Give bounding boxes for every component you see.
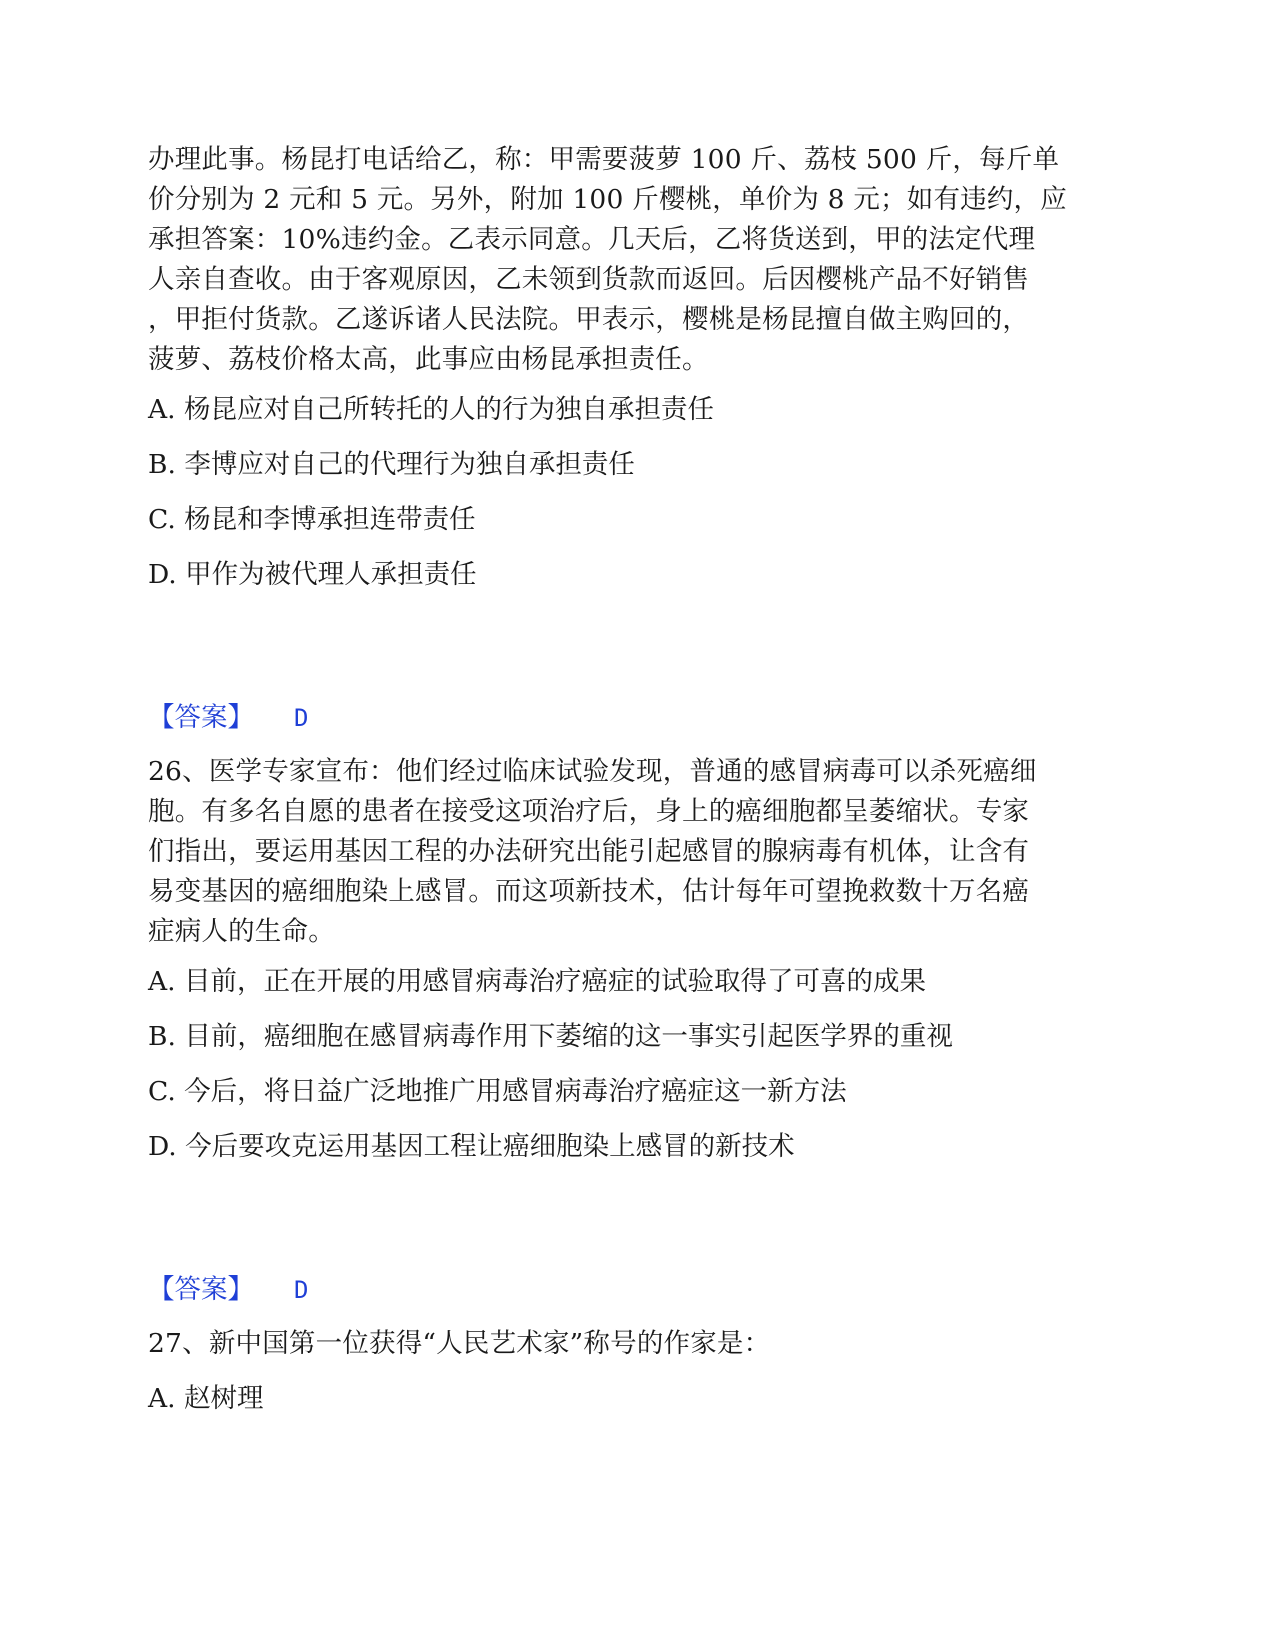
question-stem: [148, 752, 1123, 952]
stem-line: 价分别为 2 元和 5 元。另外，附加 100 斤樱桃，单价为 8 元；如有违约，应: [148, 184, 1067, 215]
option-b: B. 李博应对自己的代理行为独自承担责任: [148, 449, 635, 480]
question-25: [148, 140, 1123, 380]
option-a: A. 杨昆应对自己所转托的人的行为独自承担责任: [148, 394, 714, 425]
option-d: D. 甲作为被代理人承担责任: [148, 559, 477, 590]
stem-line: 人亲自查收。由于客观原因，乙未领到货款而返回。后因樱桃产品不好销售: [148, 264, 1030, 295]
stem-line: 办理此事。杨昆打电话给乙，称：甲需要菠萝 100 斤、荔枝 500 斤，每斤单: [148, 144, 1060, 175]
answer-line: [148, 698, 308, 738]
answer-line: [148, 1270, 308, 1310]
stem-line: 菠萝、荔枝价格太高，此事应由杨昆承担责任。: [148, 344, 709, 375]
answer-value: D: [294, 704, 309, 732]
option-d: D. 今后要攻克运用基因工程让癌细胞染上感冒的新技术: [148, 1131, 795, 1162]
option-c: C. 今后，将日益广泛地推广用感冒病毒治疗癌症这一新方法: [148, 1076, 847, 1107]
option-c: C. 杨昆和李博承担连带责任: [148, 504, 476, 535]
stem-line: 们指出，要运用基因工程的办法研究出能引起感冒的腺病毒有机体，让含有: [148, 836, 1030, 867]
question-26: [148, 752, 1123, 952]
stem-line: 26、医学专家宣布：他们经过临床试验发现，普通的感冒病毒可以杀死癌细: [148, 756, 1037, 787]
stem-line: 承担答案：10%违约金。乙表示同意。几天后，乙将货送到，甲的法定代理: [148, 224, 1036, 255]
stem-line: 易变基因的癌细胞染上感冒。而这项新技术，估计每年可望挽救数十万名癌: [148, 876, 1030, 907]
stem-line: 症病人的生命。: [148, 916, 335, 947]
answer-tag: 【答案】: [148, 1274, 254, 1305]
option-a: A. 目前，正在开展的用感冒病毒治疗癌症的试验取得了可喜的成果: [148, 966, 926, 997]
answer-value: D: [294, 1276, 309, 1304]
stem-line: ，甲拒付货款。乙遂诉诸人民法院。甲表示，樱桃是杨昆擅自做主购回的，: [148, 304, 1030, 335]
answer-tag: 【答案】: [148, 702, 254, 733]
option-a: A. 赵树理: [148, 1383, 264, 1414]
question-stem: [148, 140, 1123, 380]
stem-line: 胞。有多名自愿的患者在接受这项治疗后，身上的癌细胞都呈萎缩状。专家: [148, 796, 1030, 827]
option-b: B. 目前，癌细胞在感冒病毒作用下萎缩的这一事实引起医学界的重视: [148, 1021, 953, 1052]
stem-line: 27、新中国第一位获得“人民艺术家”称号的作家是：: [148, 1328, 771, 1359]
question-27-stem: [148, 1324, 1123, 1364]
